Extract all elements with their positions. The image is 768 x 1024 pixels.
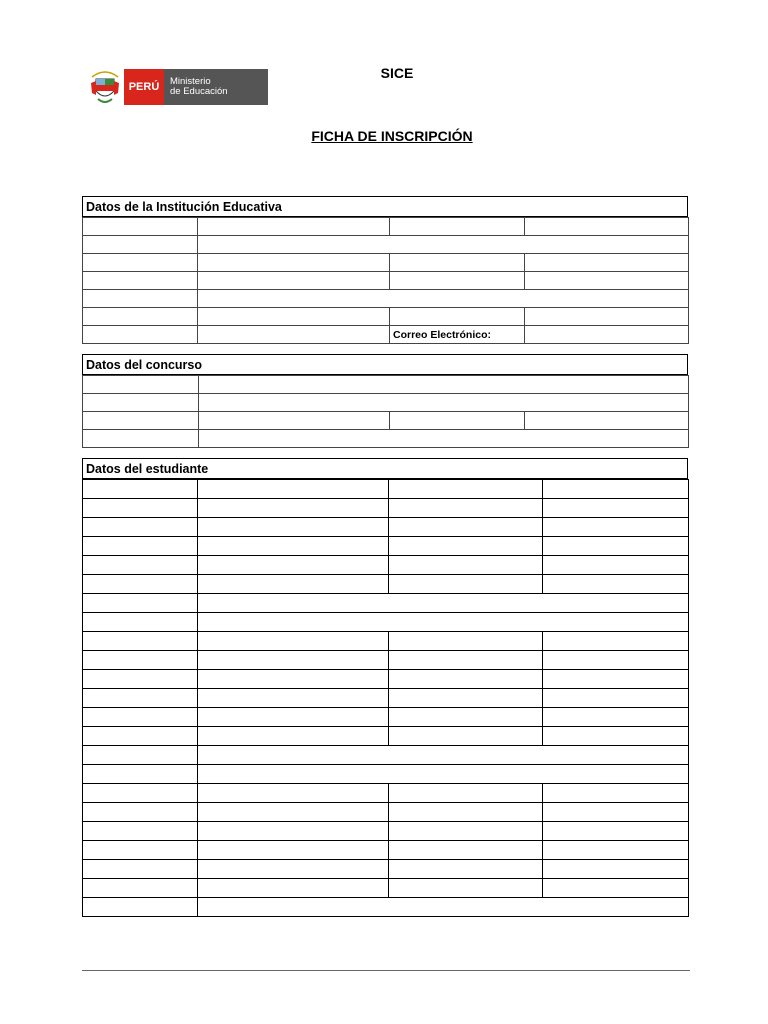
label-cell [389, 537, 543, 556]
table-row [83, 326, 689, 344]
input-cell[interactable] [198, 670, 389, 689]
input-cell[interactable] [198, 254, 390, 272]
table-row [83, 376, 689, 394]
label-cell [390, 254, 525, 272]
label-cell [83, 841, 198, 860]
input-cell[interactable] [198, 860, 389, 879]
input-cell[interactable] [543, 784, 689, 803]
label-cell [390, 308, 525, 326]
label-cell [389, 651, 543, 670]
coat-of-arms-icon [88, 69, 122, 105]
table-row [83, 632, 689, 651]
label-cell [83, 898, 198, 917]
label-cell [83, 430, 199, 448]
label-cell [83, 746, 198, 765]
label-cell [83, 594, 198, 613]
input-cell[interactable] [199, 394, 689, 412]
table-row [83, 803, 689, 822]
label-cell [389, 803, 543, 822]
ministry-line-1: Ministerio [170, 76, 211, 87]
table-row [83, 218, 689, 236]
input-cell[interactable] [199, 412, 390, 430]
label-cell [83, 537, 198, 556]
system-title: SICE [380, 65, 414, 81]
label-cell [83, 651, 198, 670]
label-cell [83, 860, 198, 879]
label-cell [389, 841, 543, 860]
label-cell [389, 784, 543, 803]
table-row [83, 784, 689, 803]
label-cell [83, 376, 199, 394]
table-row [83, 430, 689, 448]
input-cell[interactable] [198, 841, 389, 860]
input-cell[interactable] [543, 822, 689, 841]
institution-table [82, 217, 689, 344]
label-cell [83, 272, 198, 290]
table-row [83, 898, 689, 917]
table-row [83, 480, 689, 499]
input-cell[interactable] [543, 708, 689, 727]
input-cell[interactable] [198, 898, 689, 917]
table-row [83, 518, 689, 537]
input-cell[interactable] [543, 841, 689, 860]
label-cell [83, 556, 198, 575]
label-cell [83, 290, 198, 308]
ministry-line-2: de Educación [170, 86, 228, 97]
label-cell [389, 727, 543, 746]
input-cell[interactable] [543, 556, 689, 575]
table-row [83, 689, 689, 708]
input-cell[interactable] [525, 308, 689, 326]
form-title: FICHA DE INSCRIPCIÓN [311, 128, 473, 144]
input-cell[interactable] [543, 499, 689, 518]
input-cell[interactable] [198, 822, 389, 841]
label-cell [83, 412, 199, 430]
table-row [83, 236, 689, 254]
label-cell [83, 254, 198, 272]
input-cell[interactable] [198, 613, 689, 632]
input-cell[interactable] [198, 689, 389, 708]
label-cell [83, 689, 198, 708]
institution-section [82, 196, 688, 344]
label-cell [83, 708, 198, 727]
label-cell [83, 518, 198, 537]
label-cell [83, 765, 198, 784]
input-cell[interactable] [198, 594, 689, 613]
input-cell[interactable] [543, 480, 689, 499]
label-cell [83, 613, 198, 632]
input-cell[interactable] [199, 430, 689, 448]
table-row [83, 308, 689, 326]
label-cell [83, 218, 198, 236]
label-cell [389, 822, 543, 841]
label-cell [83, 670, 198, 689]
label-cell [83, 394, 199, 412]
label-cell [83, 499, 198, 518]
label-cell [389, 708, 543, 727]
input-cell[interactable] [543, 575, 689, 594]
label-cell [83, 326, 198, 344]
label-cell [389, 518, 543, 537]
student-section [82, 458, 688, 917]
input-cell[interactable] [198, 236, 689, 254]
label-cell [83, 784, 198, 803]
input-cell[interactable] [198, 290, 689, 308]
table-row [83, 841, 689, 860]
table-row [83, 746, 689, 765]
input-cell[interactable] [543, 879, 689, 898]
label-cell [83, 803, 198, 822]
input-cell[interactable] [198, 272, 390, 290]
label-cell [390, 272, 525, 290]
minedu-logo [88, 69, 268, 105]
input-cell[interactable] [198, 632, 389, 651]
label-cell [83, 632, 198, 651]
input-cell[interactable] [198, 727, 389, 746]
input-cell[interactable] [525, 412, 689, 430]
table-row [83, 594, 689, 613]
label-cell [389, 689, 543, 708]
contest-section [82, 354, 688, 448]
input-cell[interactable] [198, 784, 389, 803]
label-cell [83, 727, 198, 746]
input-cell[interactable] [198, 575, 389, 594]
student-section-title: Datos del estudiante [82, 458, 688, 479]
label-cell [389, 499, 543, 518]
table-row [83, 272, 689, 290]
peru-label: PERÚ [124, 69, 164, 105]
input-cell[interactable] [198, 537, 389, 556]
ministry-label [164, 69, 268, 105]
table-row [83, 412, 689, 430]
input-cell[interactable] [198, 308, 390, 326]
input-cell[interactable] [543, 518, 689, 537]
table-row [83, 860, 689, 879]
label-cell [83, 308, 198, 326]
input-cell[interactable] [198, 556, 389, 575]
email-label: Correo Electrónico: [390, 326, 525, 344]
input-cell[interactable] [198, 218, 390, 236]
table-row [83, 879, 689, 898]
input-cell[interactable] [198, 499, 389, 518]
label-cell [389, 860, 543, 879]
table-row [83, 822, 689, 841]
contest-table [82, 375, 689, 448]
input-cell[interactable] [198, 708, 389, 727]
label-cell [389, 480, 543, 499]
table-row [83, 556, 689, 575]
label-cell [83, 480, 198, 499]
label-cell [83, 236, 198, 254]
table-row [83, 670, 689, 689]
label-cell [389, 879, 543, 898]
table-row [83, 290, 689, 308]
input-cell[interactable] [198, 518, 389, 537]
footer-divider [82, 970, 690, 971]
input-cell[interactable] [199, 376, 689, 394]
input-cell[interactable] [543, 537, 689, 556]
input-cell[interactable] [543, 727, 689, 746]
input-cell[interactable] [543, 670, 689, 689]
label-cell [83, 879, 198, 898]
input-cell[interactable] [198, 480, 389, 499]
table-row [83, 499, 689, 518]
input-cell[interactable] [543, 860, 689, 879]
table-row [83, 765, 689, 784]
input-cell[interactable] [525, 218, 689, 236]
label-cell [390, 412, 525, 430]
input-cell[interactable] [198, 803, 389, 822]
input-cell[interactable] [543, 803, 689, 822]
table-row [83, 708, 689, 727]
input-cell[interactable] [543, 632, 689, 651]
table-row [83, 254, 689, 272]
input-cell[interactable] [543, 689, 689, 708]
email-input-cell[interactable] [525, 326, 689, 344]
input-cell[interactable] [543, 651, 689, 670]
input-cell[interactable] [525, 272, 689, 290]
contest-section-title: Datos del concurso [82, 354, 688, 375]
table-row [83, 727, 689, 746]
label-cell [389, 632, 543, 651]
input-cell[interactable] [198, 326, 390, 344]
input-cell[interactable] [198, 651, 389, 670]
table-row [83, 537, 689, 556]
label-cell [83, 822, 198, 841]
label-cell [389, 556, 543, 575]
institution-section-title: Datos de la Institución Educativa [82, 196, 688, 217]
label-cell [389, 575, 543, 594]
input-cell[interactable] [525, 254, 689, 272]
label-cell [390, 218, 525, 236]
input-cell[interactable] [198, 746, 689, 765]
table-row [83, 394, 689, 412]
table-row [83, 613, 689, 632]
student-table [82, 479, 689, 917]
input-cell[interactable] [198, 879, 389, 898]
label-cell [83, 575, 198, 594]
table-row [83, 651, 689, 670]
table-row [83, 575, 689, 594]
label-cell [389, 670, 543, 689]
input-cell[interactable] [198, 765, 689, 784]
